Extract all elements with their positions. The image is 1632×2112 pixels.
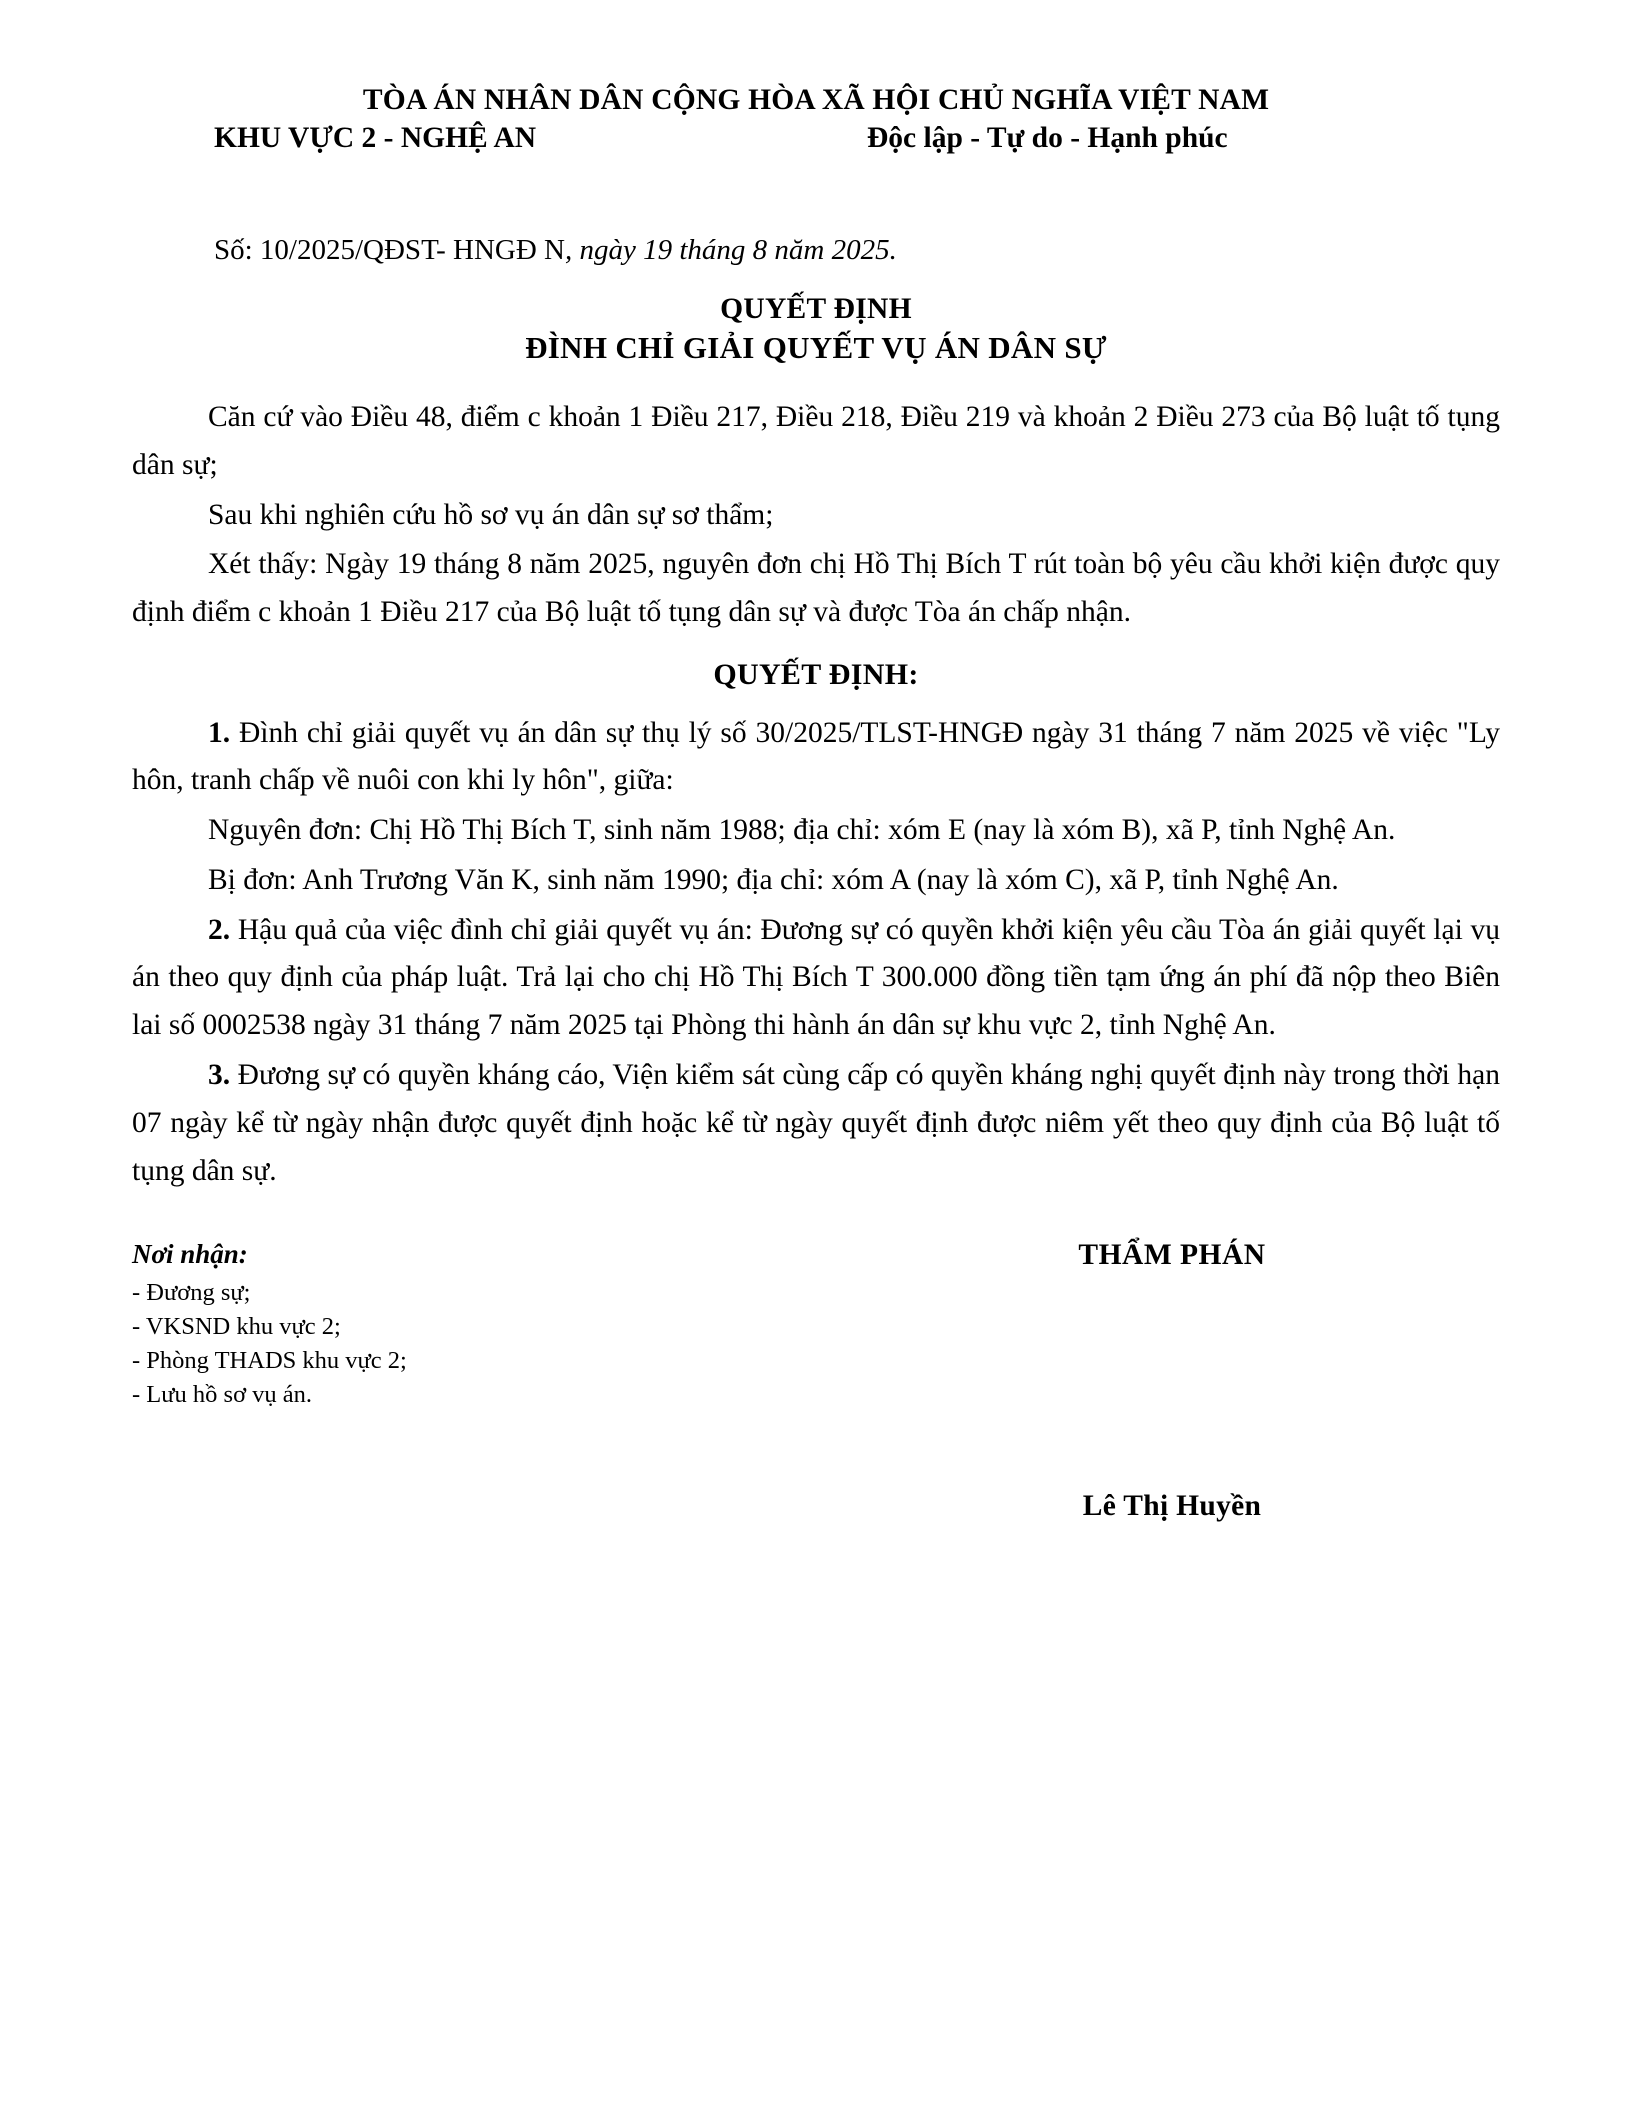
document-title-line1: QUYẾT ĐỊNH — [720, 293, 912, 325]
signer-name: Lê Thị Huyền — [1082, 1490, 1262, 1523]
document-number-line — [132, 234, 1500, 267]
recipients-title: Nơi nhận: — [132, 1239, 248, 1270]
decision-item-2-text: Hậu quả của việc đình chỉ giải quyết vụ án: Đương sự có quyền khởi kiện yêu cầu Tòa án giải quyết lại vụ án theo quy định của pháp luật. Trả lại cho chị Hồ Thị Bích T 300.000 đồng tiền tạm ứng án phí đã nộp theo Biên lai số 0002538 ngày 31 tháng 7 năm 2025 tại Phòng thi hành án dân sự khu vực 2, tỉnh Nghệ An. — [132, 913, 1500, 1042]
header-second-line — [132, 122, 1500, 158]
signature-block — [912, 1239, 1432, 1523]
signer-role: THẨM PHÁN — [1078, 1239, 1266, 1272]
decision-item-3-text: Đương sự có quyền kháng cáo, Viện kiểm sát cùng cấp có quyền kháng nghị quyết định này trong thời hạn 07 ngày kể từ ngày nhận được quyết định hoặc kể từ ngày quyết định được niêm yết theo quy định của Bộ luật tố tụng dân sự. — [132, 1058, 1500, 1187]
recipients-list — [132, 1276, 832, 1411]
court-national-title: TÒA ÁN NHÂN DÂN CỘNG HÒA XÃ HỘI CHỦ NGHĨA VIỆT NAM — [362, 84, 1270, 116]
court-region-name: KHU VỰC 2 - NGHỆ AN — [214, 122, 537, 154]
document-header — [132, 84, 1500, 196]
decision-item-3-number: 3. — [208, 1058, 231, 1091]
document-date: , ngày 19 tháng 8 năm 2025. — [565, 234, 897, 266]
document-number: Số: 10/2025/QĐST- HNGĐ N — [214, 234, 565, 266]
document-title-line2: ĐÌNH CHỈ GIẢI QUYẾT VỤ ÁN DÂN SỰ — [525, 330, 1107, 365]
list-item: - Lưu hồ sơ vụ án. — [132, 1380, 313, 1408]
document-title-block — [132, 293, 1500, 366]
document-body — [132, 394, 1500, 1195]
decision-item-3 — [132, 1052, 1500, 1195]
list-item: - Đương sự; — [132, 1279, 251, 1307]
paragraph-plaintiff: Nguyên đơn: Chị Hồ Thị Bích T, sinh năm 1988; địa chỉ: xóm E (nay là xóm B), xã P, tỉnh Nghệ An. — [208, 814, 1396, 847]
paragraph-after-review: Sau khi nghiên cứu hồ sơ vụ án dân sự sơ thẩm; — [208, 498, 774, 531]
decision-item-2-number: 2. — [208, 913, 231, 946]
decision-item-1-text: Đình chỉ giải quyết vụ án dân sự thụ lý số 30/2025/TLST-HNGĐ ngày 31 tháng 7 năm 2025 về việc "Ly hôn, tranh chấp về nuôi con khi ly hôn", giữa: — [132, 716, 1500, 797]
paragraph-consideration: Xét thấy: Ngày 19 tháng 8 năm 2025, nguyên đơn chị Hồ Thị Bích T rút toàn bộ yêu cầu khởi kiện được quy định điểm c khoản 1 Điều 217 của Bộ luật tố tụng dân sự và được Tòa án chấp nhận. — [132, 548, 1500, 629]
paragraph-legal-basis: Căn cứ vào Điều 48, điểm c khoản 1 Điều 217, Điều 218, Điều 219 và khoản 2 Điều 273 của Bộ luật tố tụng dân sự; — [132, 401, 1500, 481]
list-item: - Phòng THADS khu vực 2; — [132, 1346, 407, 1374]
paragraph-defendant: Bị đơn: Anh Trương Văn K, sinh năm 1990; địa chỉ: xóm A (nay là xóm C), xã P, tỉnh Nghệ An. — [208, 863, 1339, 896]
list-item: - VKSND khu vực 2; — [132, 1313, 341, 1341]
decision-item-1-number: 1. — [208, 716, 231, 749]
national-motto: Độc lập - Tự do - Hạnh phúc — [867, 122, 1228, 154]
recipients-block — [132, 1239, 832, 1411]
document-footer — [132, 1239, 1500, 1539]
decision-item-1 — [132, 710, 1500, 806]
decision-item-2 — [132, 907, 1500, 1050]
decision-heading: QUYẾT ĐỊNH: — [713, 657, 919, 691]
